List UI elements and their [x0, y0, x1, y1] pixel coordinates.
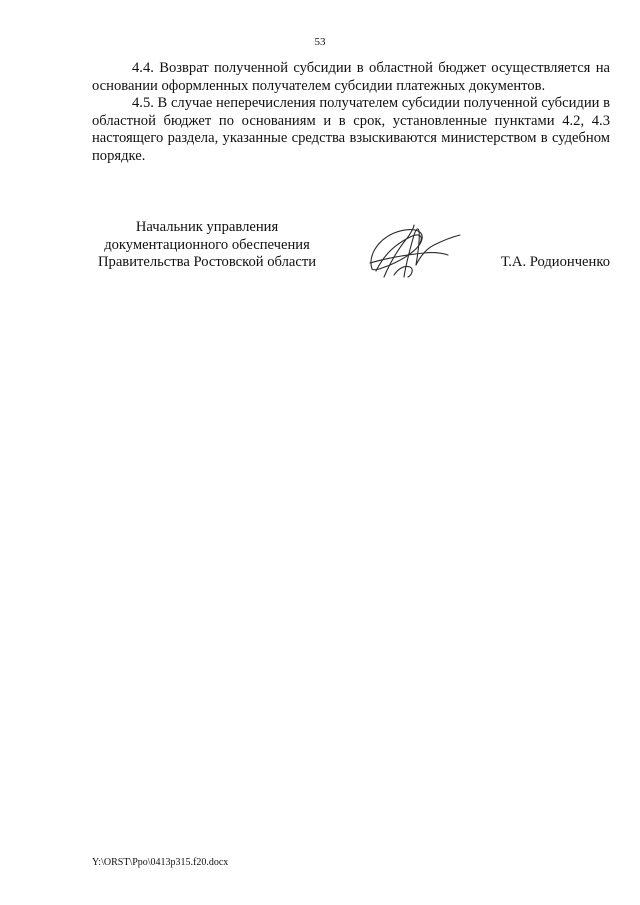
signer-position — [92, 219, 322, 272]
handwritten-signature — [364, 219, 464, 283]
signer-position-line: Правительства Ростовской области — [97, 254, 317, 270]
page-number: 53 — [314, 36, 326, 48]
paragraph-4-4: 4.4. Возврат полученной субсидии в областной бюджет осуществляется на основании оформленных получателем субсидии платежных документов. — [92, 60, 610, 94]
signature-block — [92, 219, 610, 289]
signer-name: Т.А. Родионченко — [500, 254, 610, 270]
paragraph-4-5: 4.5. В случае неперечисления получателем субсидии полученной субсидии в областной бюджет по основаниям и в срок, установленные пунктами 4.2, 4.3 настоящего раздела, указанные средства взыскиваются министерством в судебном порядке. — [92, 95, 610, 164]
body-text — [92, 60, 610, 165]
signer-position-line: Начальник управления — [135, 219, 279, 235]
file-path: Y:\ORST\Ppo\0413p315.f20.docx — [92, 857, 229, 868]
signer-position-line: документационного обеспечения — [104, 236, 310, 253]
